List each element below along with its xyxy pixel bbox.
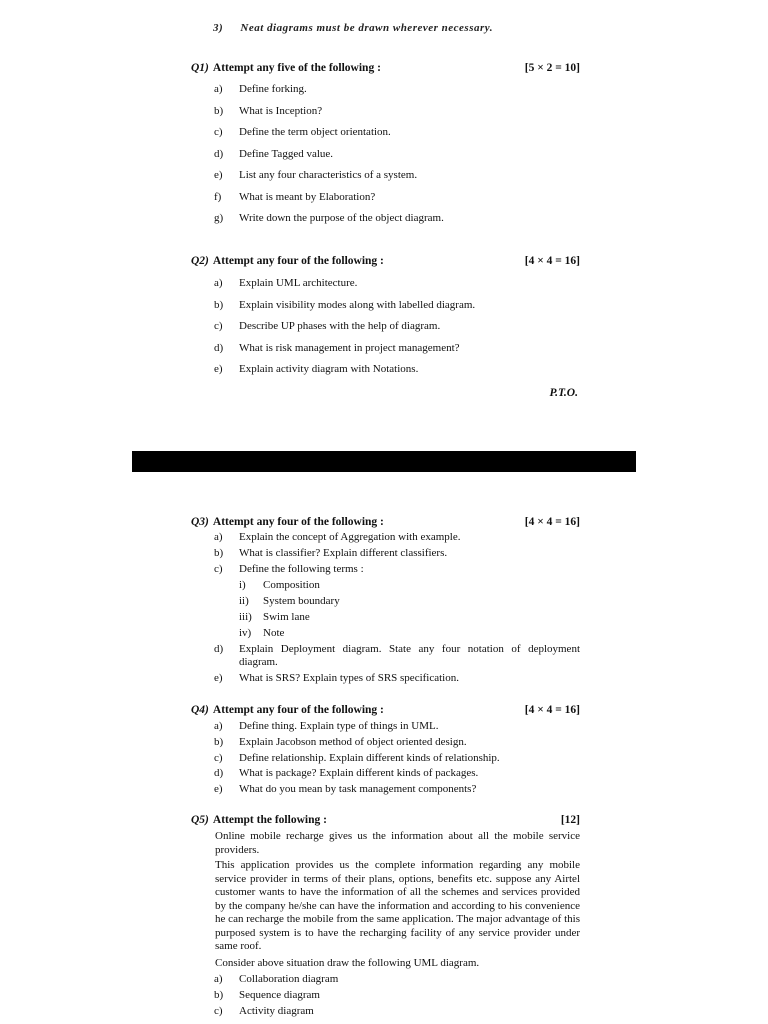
item-text: Define thing. Explain type of things in UML. xyxy=(239,720,439,732)
q5-number: Q5) xyxy=(191,814,209,826)
q3-marks: [4 × 4 = 16] xyxy=(524,516,580,528)
q1-item xyxy=(214,83,307,95)
q4-item xyxy=(214,767,478,779)
subitem-text: Swim lane xyxy=(263,611,310,623)
item-label: a) xyxy=(214,531,223,543)
q4-item xyxy=(214,736,467,748)
item-label: c) xyxy=(214,1005,223,1017)
q3-number: Q3) xyxy=(191,516,209,528)
q5-title: Attempt the following : xyxy=(212,814,327,826)
q2-number: Q2) xyxy=(191,255,209,267)
q5-marks: [12] xyxy=(560,814,580,826)
q3-item xyxy=(214,563,364,575)
q1-item xyxy=(214,105,322,117)
item-text: What is SRS? Explain types of SRS specification. xyxy=(239,672,459,684)
item-text: What is meant by Elaboration? xyxy=(239,191,376,203)
item-text: List any four characteristics of a system. xyxy=(239,169,418,181)
item-text: What do you mean by task management components? xyxy=(239,783,477,795)
item-text: Describe UP phases with the help of diagram. xyxy=(239,320,441,332)
q3-subitem xyxy=(239,627,284,639)
subitem-text: System boundary xyxy=(263,595,340,607)
item-label: g) xyxy=(214,212,224,224)
item-label: b) xyxy=(214,299,224,311)
q5-header xyxy=(191,814,580,826)
q2-marks: [4 × 4 = 16] xyxy=(524,255,580,267)
item-label: f) xyxy=(214,191,222,203)
q4-item xyxy=(214,783,476,795)
q1-marks: [5 × 2 = 10] xyxy=(524,62,580,74)
q3-item xyxy=(214,531,460,543)
item-label: e) xyxy=(214,783,223,795)
item-text: Define forking. xyxy=(239,83,307,95)
item-label: d) xyxy=(214,148,224,160)
q5-item xyxy=(214,973,338,985)
item-text: Collaboration diagram xyxy=(239,973,339,985)
q2-item xyxy=(214,277,357,289)
q5-item xyxy=(214,1005,314,1017)
item-label: b) xyxy=(214,736,224,748)
q4-marks: [4 × 4 = 16] xyxy=(524,704,580,716)
item-text: What is Inception? xyxy=(239,105,323,117)
q3-header xyxy=(191,516,580,528)
item-label: d) xyxy=(214,767,224,779)
q1-item xyxy=(214,212,444,224)
item-text: Explain Deployment diagram. State any four notation of deployment diagram. xyxy=(239,643,580,668)
q4-item xyxy=(214,720,439,732)
q2-item xyxy=(214,342,460,354)
item-text: Write down the purpose of the object diagram. xyxy=(239,212,444,224)
q1-number: Q1) xyxy=(191,62,209,74)
item-text: What is package? Explain different kinds of packages. xyxy=(239,767,479,779)
q2-item xyxy=(214,299,475,311)
q2-item xyxy=(214,363,418,375)
item-label: e) xyxy=(214,672,223,684)
item-label: b) xyxy=(214,105,224,117)
instruction-text: Neat diagrams must be drawn wherever necessary. xyxy=(240,22,493,34)
subitem-label: ii) xyxy=(239,595,249,607)
q5-paragraph-instruction: Consider above situation draw the following UML diagram. xyxy=(215,957,480,969)
item-label: a) xyxy=(214,973,223,985)
item-text: Sequence diagram xyxy=(239,989,320,1001)
item-label: e) xyxy=(214,169,223,181)
subitem-label: iii) xyxy=(239,611,252,623)
q5-item xyxy=(214,989,320,1001)
item-label: a) xyxy=(214,720,223,732)
item-text: Define relationship. Explain different kinds of relationship. xyxy=(239,752,500,764)
q3-subitem xyxy=(239,611,310,623)
item-label: d) xyxy=(214,342,224,354)
item-label: c) xyxy=(214,126,223,138)
item-text: Explain UML architecture. xyxy=(239,277,358,289)
q2-title: Attempt any four of the following : xyxy=(212,255,384,267)
q3-item xyxy=(214,547,447,559)
q1-header xyxy=(191,62,580,74)
q5-paragraph-description: This application provides us the complete information regarding any mobile service provider in terms of their plans, options, benefits etc. suppose any Airtel customer wants to have the information of all the schemes and services provided by the company he/she can have the information and according to his convenience he can recharge the mobile from the same application. The major advantage of this purposed system is to have the recharging facility of any service provider under same roof. xyxy=(215,859,580,952)
item-label: a) xyxy=(214,277,223,289)
q3-item xyxy=(214,643,580,669)
item-text: Define the term object orientation. xyxy=(239,126,391,138)
q4-number: Q4) xyxy=(191,704,209,716)
q1-item xyxy=(214,148,333,160)
item-label: b) xyxy=(214,989,224,1001)
q4-header xyxy=(191,704,580,716)
subitem-text: Composition xyxy=(263,579,320,591)
item-label: c) xyxy=(214,752,223,764)
subitem-text: Note xyxy=(263,627,285,639)
q1-title: Attempt any five of the following : xyxy=(212,62,381,74)
q1-item xyxy=(214,169,417,181)
item-text: What is risk management in project management? xyxy=(239,342,460,354)
item-label: e) xyxy=(214,363,223,375)
item-label: d) xyxy=(214,643,224,655)
q3-title: Attempt any four of the following : xyxy=(212,516,384,528)
item-text: Explain Jacobson method of object oriented design. xyxy=(239,736,467,748)
q3-item xyxy=(214,672,459,684)
pto-label: P.T.O. xyxy=(549,387,578,399)
q3-subitem xyxy=(239,595,340,607)
page-separator xyxy=(132,451,636,472)
subitem-label: iv) xyxy=(239,627,252,639)
item-label: a) xyxy=(214,83,223,95)
instruction-number: 3) xyxy=(213,22,224,34)
item-label: c) xyxy=(214,563,223,575)
item-text: Explain the concept of Aggregation with example. xyxy=(239,531,461,543)
q4-item xyxy=(214,752,500,764)
item-label: b) xyxy=(214,547,224,559)
q5-paragraph-intro: Online mobile recharge gives us the information about all the mobile service providers. xyxy=(215,830,580,856)
item-text: Define Tagged value. xyxy=(239,148,334,160)
item-text: What is classifier? Explain different classifiers. xyxy=(239,547,448,559)
item-text: Activity diagram xyxy=(239,1005,314,1017)
q1-item xyxy=(214,191,375,203)
item-text: Explain visibility modes along with labelled diagram. xyxy=(239,299,476,311)
q1-item xyxy=(214,126,391,138)
q2-header xyxy=(191,255,580,267)
q4-title: Attempt any four of the following : xyxy=(212,704,384,716)
item-text: Define the following terms : xyxy=(239,563,364,575)
q2-item xyxy=(214,320,440,332)
q3-subitem xyxy=(239,579,320,591)
item-text: Explain activity diagram with Notations. xyxy=(239,363,419,375)
item-label: c) xyxy=(214,320,223,332)
subitem-label: i) xyxy=(239,579,246,591)
instruction-fragment xyxy=(213,22,493,34)
